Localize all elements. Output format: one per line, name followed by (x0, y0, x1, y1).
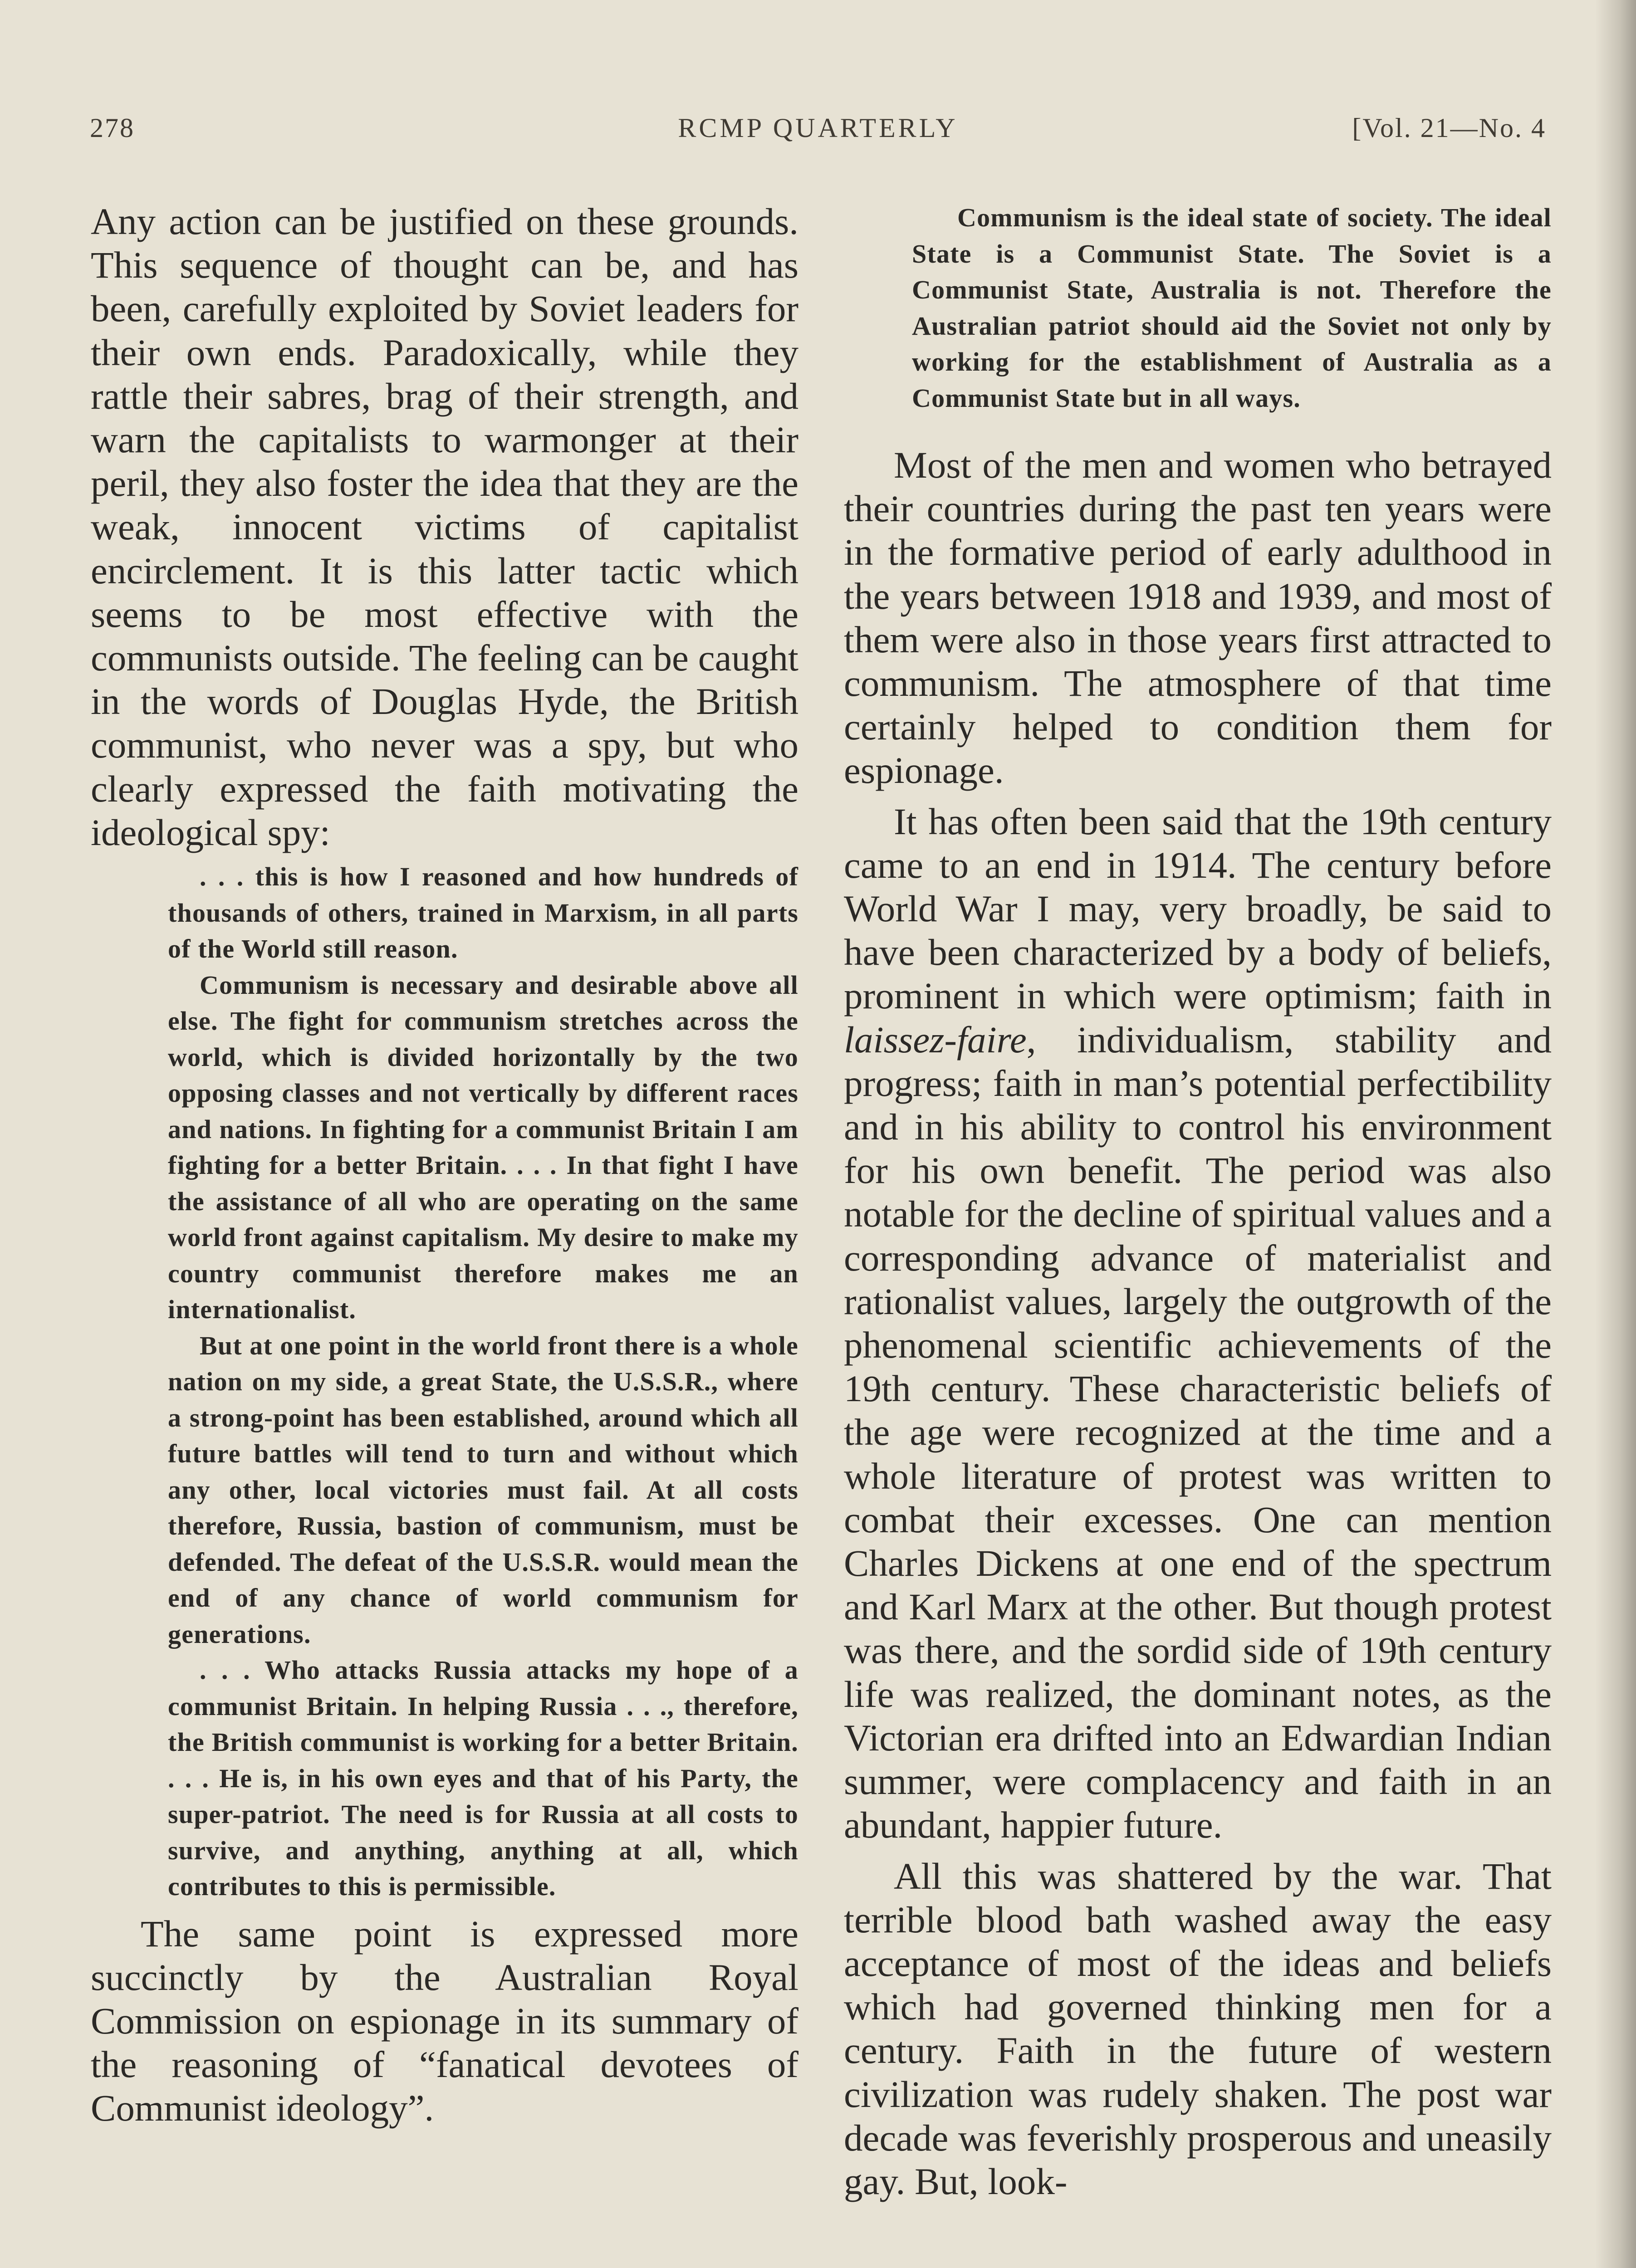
quote-paragraph: . . . this is how I reasoned and how hundreds of thousands of others, trained in Marxism, in all parts of the World still reason. (168, 862, 798, 964)
quote-paragraph: . . . Who attacks Russia attacks my hope of a communist Britain. In helping Russia . . ., therefore, the British communist is working for a better Britain. . . . He is, in his own eyes and that of his Party, the super-patriot. The need is for Russia at all costs to survive, and anything, anything at all, which contributes to this is permissible. (168, 1655, 798, 1901)
body-paragraph: The same point is expressed more succinctly by the Australian Royal Commission on espionage in its summary of the reasoning of “fanatical devotees of Communist ideology”. (91, 1912, 798, 2129)
running-head (90, 112, 1546, 149)
body-paragraph: Any action can be justified on these grounds. This sequence of thought can be, and has been, carefully exploited by Soviet leaders for their own ends. Paradoxically, while they rattle their sabres, brag of their strength, and warn the capitalists to warmonger at their peril, they also foster the idea that they are the weak, innocent victims of capitalist encirclement. It is this latter tactic which seems to be most effective with the communists outside. The feeling can be caught in the words of Douglas Hyde, the British communist, who never was a spy, but who clearly expressed the faith motivating the ideological spy: (91, 200, 798, 853)
page-edge-shadow (1595, 0, 1636, 2268)
body-paragraph: All this was shattered by the war. That terrible blood bath washed away the easy acceptance of most of the ideas and beliefs which had governed thinking men for a century. Faith in the future of western civilization was rudely shaken. The post war decade was feverishly prosperous and uneasily gay. But, look- (844, 1855, 1552, 2202)
body-paragraph (844, 800, 1552, 1847)
quote-paragraph: Communism is necessary and desirable above all else. The fight for communism stretches across the world, which is divided horizontally by the two opposing classes and not vertically by different races and nations. In fighting for a communist Britain I am fighting for a better Britain. . . . In that fight I have the assistance of all who are operating on the same world front against capitalism. My desire to make my country communist therefore makes me an internationalist. (168, 970, 798, 1325)
text-run: , individualism, stability and progress; faith in man’s potential perfectibility and in his ability to control his environment for his own benefit. The period was also notable for the decline of spiritual values and a corresponding advance of materialist and rationalist values, largely the outgrowth of the phenomenal scientific achievements of the 19th century. These characteristic beliefs of the age were recognized at the time and a whole literature of protest was written to combat their excesses. One can mention Charles Dickens at one end of the spectrum and Karl Marx at the other. But though protest was there, and the sordid side of 19th century life was realized, the dominant notes, as the Victorian era drifted into an Edwardian Indian summer, were complacency and faith in an abundant, happier future. (844, 1018, 1552, 1846)
right-column (844, 200, 1552, 2203)
text-run: It has often been said that the 19th century came to an end in 1914. The century before World War I may, very broadly, be said to have been characterized by a body of beliefs, prominent in which were optimism; faith in (844, 800, 1552, 1017)
issue-label: [Vol. 21—No. 4 (1352, 113, 1546, 143)
page-number: 278 (90, 113, 135, 143)
quote-paragraph: But at one point in the world front there is a whole nation on my side, a great State, the U.S.S.R., where a strong-point has been established, around which all future battles will tend to turn and without which any other, local victories must fail. At all costs therefore, Russia, bastion of communism, must be defended. The defeat of the U.S.S.R. would mean the end of any chance of world communism for generations. (168, 1330, 798, 1649)
italic-term: laissez-faire (844, 1018, 1027, 1061)
block-quote-hyde (168, 859, 798, 1905)
quote-paragraph: Communism is the ideal state of society. The ideal State is a Communist State. The Soviet is a Communist State, Australia is not. Therefore the Australian patriot should aid the Soviet not only by working for the establishment of Australia as a Communist State but in all ways. (912, 203, 1552, 413)
block-quote-royal-commission (912, 200, 1552, 416)
body-paragraph: Most of the men and women who betrayed their countries during the past ten years were in the formative period of early adulthood in the years between 1918 and 1939, and most of them were also in those years first attracted to communism. The atmosphere of that time certainly helped to condition them for espionage. (844, 444, 1552, 792)
left-column (91, 200, 798, 2130)
journal-title: RCMP QUARTERLY (678, 113, 958, 143)
